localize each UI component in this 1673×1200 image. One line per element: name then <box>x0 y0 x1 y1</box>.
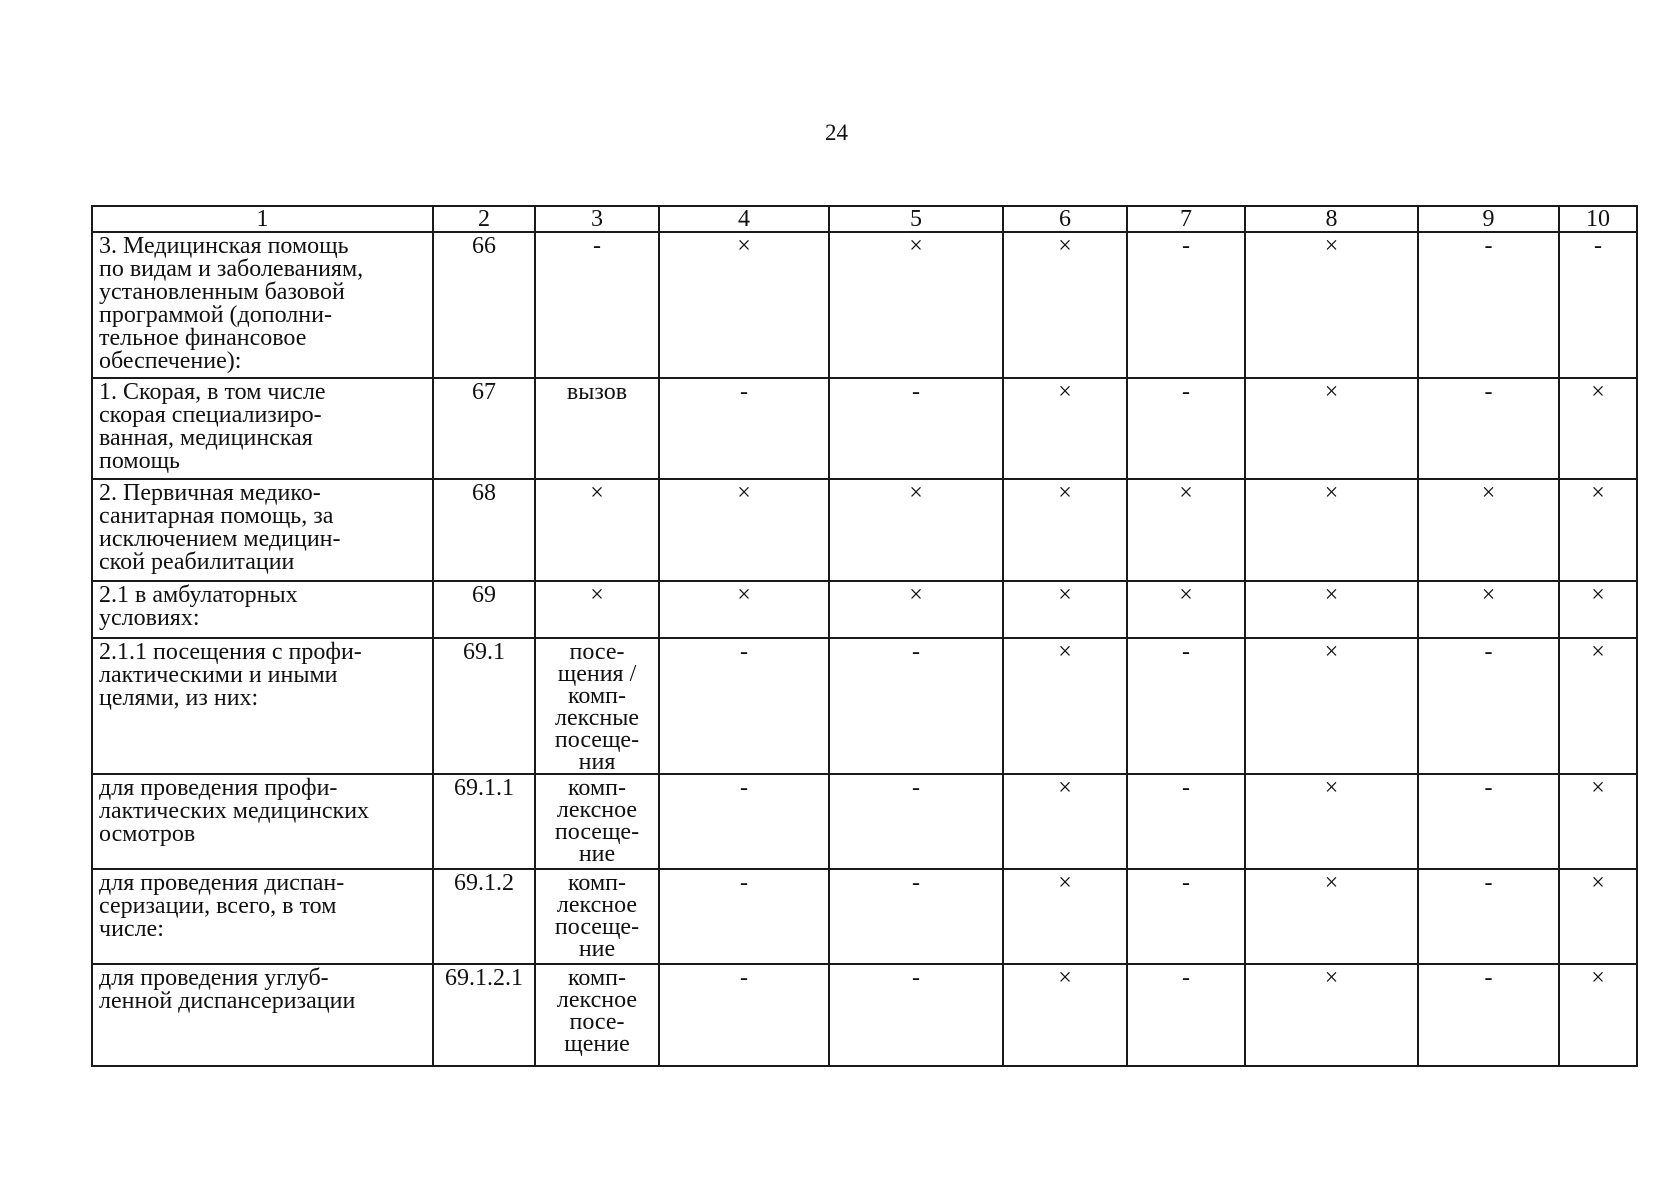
value-cell-text: × <box>1591 775 1605 801</box>
row-unit-cell <box>535 869 659 964</box>
value-cell <box>659 232 829 378</box>
value-cell <box>659 378 829 479</box>
value-cell <box>1003 378 1127 479</box>
value-cell-text: - <box>740 965 748 991</box>
table-row <box>92 232 1637 378</box>
value-cell-text: × <box>1058 480 1072 506</box>
value-cell <box>1418 638 1559 774</box>
row-unit-cell <box>535 581 659 638</box>
row-unit-cell-text: × <box>590 582 604 608</box>
value-cell-text: × <box>737 233 751 259</box>
data-table <box>91 205 1638 1067</box>
value-cell-text: - <box>1484 233 1493 259</box>
row-unit-cell-text: комп- лексное посеще- ние <box>554 870 640 962</box>
value-cell <box>1127 638 1245 774</box>
row-unit-cell-text: комп- лексное посеще- ние <box>554 775 640 867</box>
value-cell <box>1559 378 1637 479</box>
row-unit-cell <box>535 378 659 479</box>
value-cell-text: × <box>1058 870 1072 896</box>
value-cell <box>1127 378 1245 479</box>
row-name-cell-text: 2. Первичная медико- санитарная помощь, за исключением медицин- ской реабилитации <box>99 480 341 575</box>
row-code-cell-text: 68 <box>472 480 496 506</box>
value-cell <box>829 378 1003 479</box>
value-cell-text: - <box>1484 965 1493 991</box>
row-name-cell <box>92 232 433 378</box>
value-cell <box>829 964 1003 1066</box>
row-code-cell-text: 69.1.2.1 <box>445 965 523 991</box>
column-header: 10 <box>1559 206 1637 232</box>
value-cell <box>1003 479 1127 581</box>
row-code-cell-text: 69 <box>472 582 496 608</box>
value-cell-text: - <box>1182 965 1190 991</box>
value-cell <box>659 638 829 774</box>
value-cell-text: × <box>1591 870 1605 896</box>
column-header: 4 <box>659 206 829 232</box>
value-cell <box>829 479 1003 581</box>
value-cell-text: × <box>1481 480 1496 506</box>
row-name-cell <box>92 581 433 638</box>
value-cell <box>829 232 1003 378</box>
value-cell-text: - <box>1182 379 1190 405</box>
table-row <box>92 638 1637 774</box>
value-cell <box>1003 869 1127 964</box>
row-unit-cell-text: комп- лексное посе- щение <box>556 965 638 1057</box>
value-cell-text: × <box>1058 639 1072 665</box>
value-cell-text: × <box>1058 379 1072 405</box>
row-name-cell <box>92 479 433 581</box>
value-cell-text: - <box>740 775 748 801</box>
value-cell-text: × <box>1058 775 1072 801</box>
table-row <box>92 774 1637 869</box>
value-cell <box>659 774 829 869</box>
row-unit-cell <box>535 774 659 869</box>
value-cell-text: × <box>1591 480 1605 506</box>
value-cell <box>829 638 1003 774</box>
value-cell-text: × <box>1324 870 1339 896</box>
value-cell-text: × <box>1324 379 1339 405</box>
value-cell <box>1245 774 1418 869</box>
value-cell <box>1418 774 1559 869</box>
column-header: 7 <box>1127 206 1245 232</box>
row-code-cell <box>433 869 535 964</box>
row-code-cell <box>433 232 535 378</box>
value-cell-text: × <box>1058 233 1072 259</box>
row-code-cell-text: 69.1.2 <box>454 870 514 896</box>
value-cell <box>659 581 829 638</box>
row-unit-cell <box>535 479 659 581</box>
table-row <box>92 479 1637 581</box>
row-name-cell-text: 2.1 в амбулаторных условиях: <box>99 582 298 631</box>
value-cell-text: × <box>1591 582 1605 608</box>
value-cell <box>1245 378 1418 479</box>
value-cell-text: - <box>1484 775 1493 801</box>
value-cell <box>1127 774 1245 869</box>
value-cell <box>829 774 1003 869</box>
value-cell-text: - <box>1594 233 1602 259</box>
row-code-cell <box>433 378 535 479</box>
value-cell <box>1127 479 1245 581</box>
column-header: 9 <box>1418 206 1559 232</box>
value-cell <box>1418 869 1559 964</box>
row-code-cell-text: 67 <box>472 379 496 405</box>
value-cell-text: - <box>1182 233 1190 259</box>
value-cell-text: × <box>1591 965 1605 991</box>
value-cell-text: - <box>1182 775 1190 801</box>
row-name-cell <box>92 774 433 869</box>
value-cell <box>1418 581 1559 638</box>
row-code-cell <box>433 964 535 1066</box>
row-name-cell-text: для проведения профи- лактических медицинских осмотров <box>99 775 370 847</box>
value-cell <box>1127 964 1245 1066</box>
value-cell-text: × <box>1591 639 1605 665</box>
row-name-cell-text: 3. Медицинская помощь по видам и заболеваниям, установленным базовой программой (дополни- тельное финансовое обеспечение): <box>99 233 364 374</box>
value-cell-text: × <box>1324 775 1339 801</box>
value-cell-text: × <box>1324 582 1339 608</box>
value-cell-text: - <box>740 870 748 896</box>
row-unit-cell <box>535 964 659 1066</box>
row-unit-cell-text: - <box>593 233 601 259</box>
value-cell <box>1245 869 1418 964</box>
value-cell <box>1003 774 1127 869</box>
page-number: 24 <box>825 120 848 145</box>
value-cell-text: × <box>1324 965 1339 991</box>
value-cell <box>1127 232 1245 378</box>
value-cell <box>1003 581 1127 638</box>
value-cell-text: - <box>740 379 748 405</box>
value-cell <box>1003 964 1127 1066</box>
value-cell-text: - <box>912 379 920 405</box>
table-row <box>92 964 1637 1066</box>
column-header: 1 <box>92 206 433 232</box>
value-cell-text: × <box>1324 233 1339 259</box>
table-row <box>92 378 1637 479</box>
value-cell <box>1245 479 1418 581</box>
value-cell-text: - <box>740 639 748 665</box>
row-unit-cell-text: вызов <box>566 379 628 405</box>
value-cell <box>1559 964 1637 1066</box>
row-code-cell <box>433 581 535 638</box>
value-cell-text: × <box>1179 582 1193 608</box>
row-code-cell-text: 69.1 <box>463 639 505 665</box>
row-unit-cell <box>535 638 659 774</box>
value-cell-text: × <box>737 480 751 506</box>
value-cell <box>1418 479 1559 581</box>
column-header: 8 <box>1245 206 1418 232</box>
value-cell-text: - <box>912 965 920 991</box>
value-cell <box>1559 581 1637 638</box>
value-cell-text: - <box>1182 639 1190 665</box>
value-cell <box>1003 638 1127 774</box>
value-cell-text: - <box>1182 870 1190 896</box>
value-cell <box>1127 869 1245 964</box>
row-unit-cell-text: × <box>590 480 604 506</box>
row-name-cell-text: 2.1.1 посещения с профи- лактическими и иными целями, из них: <box>99 639 362 711</box>
value-cell-text: × <box>1179 480 1193 506</box>
row-code-cell <box>433 638 535 774</box>
column-header: 2 <box>433 206 535 232</box>
value-cell-text: × <box>1324 480 1339 506</box>
value-cell-text: - <box>912 870 920 896</box>
value-cell <box>829 869 1003 964</box>
value-cell-text: × <box>909 480 923 506</box>
row-code-cell <box>433 479 535 581</box>
row-name-cell-text: 1. Скорая, в том числе скорая специализиро- ванная, медицинская помощь <box>99 379 326 474</box>
value-cell-text: - <box>1484 870 1493 896</box>
value-cell <box>1559 232 1637 378</box>
value-cell <box>1559 479 1637 581</box>
value-cell <box>1559 774 1637 869</box>
row-code-cell-text: 66 <box>472 233 496 259</box>
value-cell <box>659 964 829 1066</box>
value-cell-text: × <box>909 233 923 259</box>
column-header: 5 <box>829 206 1003 232</box>
value-cell <box>1559 638 1637 774</box>
value-cell <box>659 869 829 964</box>
column-header: 3 <box>535 206 659 232</box>
row-name-cell <box>92 869 433 964</box>
value-cell <box>1245 581 1418 638</box>
value-cell-text: - <box>912 639 920 665</box>
row-name-cell-text: для проведения диспан- серизации, всего, в том числе: <box>99 870 345 942</box>
value-cell-text: - <box>1484 639 1493 665</box>
value-cell <box>1418 378 1559 479</box>
value-cell <box>1003 232 1127 378</box>
value-cell-text: - <box>912 775 920 801</box>
value-cell-text: × <box>1058 582 1072 608</box>
value-cell-text: × <box>1591 379 1605 405</box>
table-body <box>92 232 1637 1066</box>
value-cell <box>1245 964 1418 1066</box>
row-name-cell-text: для проведения углуб- ленной диспансеризации <box>99 965 356 1014</box>
value-cell <box>1127 581 1245 638</box>
value-cell-text: × <box>737 582 751 608</box>
value-cell-text: × <box>1481 582 1496 608</box>
row-unit-cell <box>535 232 659 378</box>
table-row <box>92 581 1637 638</box>
column-header: 6 <box>1003 206 1127 232</box>
value-cell <box>1559 869 1637 964</box>
value-cell-text: × <box>909 582 923 608</box>
row-code-cell <box>433 774 535 869</box>
value-cell <box>829 581 1003 638</box>
value-cell <box>659 479 829 581</box>
row-unit-cell-text: посе- щения / комп- лексные посеще- ния <box>554 639 640 775</box>
value-cell <box>1245 232 1418 378</box>
row-name-cell <box>92 964 433 1066</box>
row-name-cell <box>92 638 433 774</box>
value-cell-text: × <box>1324 639 1339 665</box>
value-cell-text: × <box>1058 965 1072 991</box>
value-cell <box>1418 964 1559 1066</box>
value-cell <box>1245 638 1418 774</box>
value-cell <box>1418 232 1559 378</box>
header-row <box>92 206 1637 232</box>
row-name-cell <box>92 378 433 479</box>
value-cell-text: - <box>1484 379 1493 405</box>
table-row <box>92 869 1637 964</box>
row-code-cell-text: 69.1.1 <box>454 775 514 801</box>
